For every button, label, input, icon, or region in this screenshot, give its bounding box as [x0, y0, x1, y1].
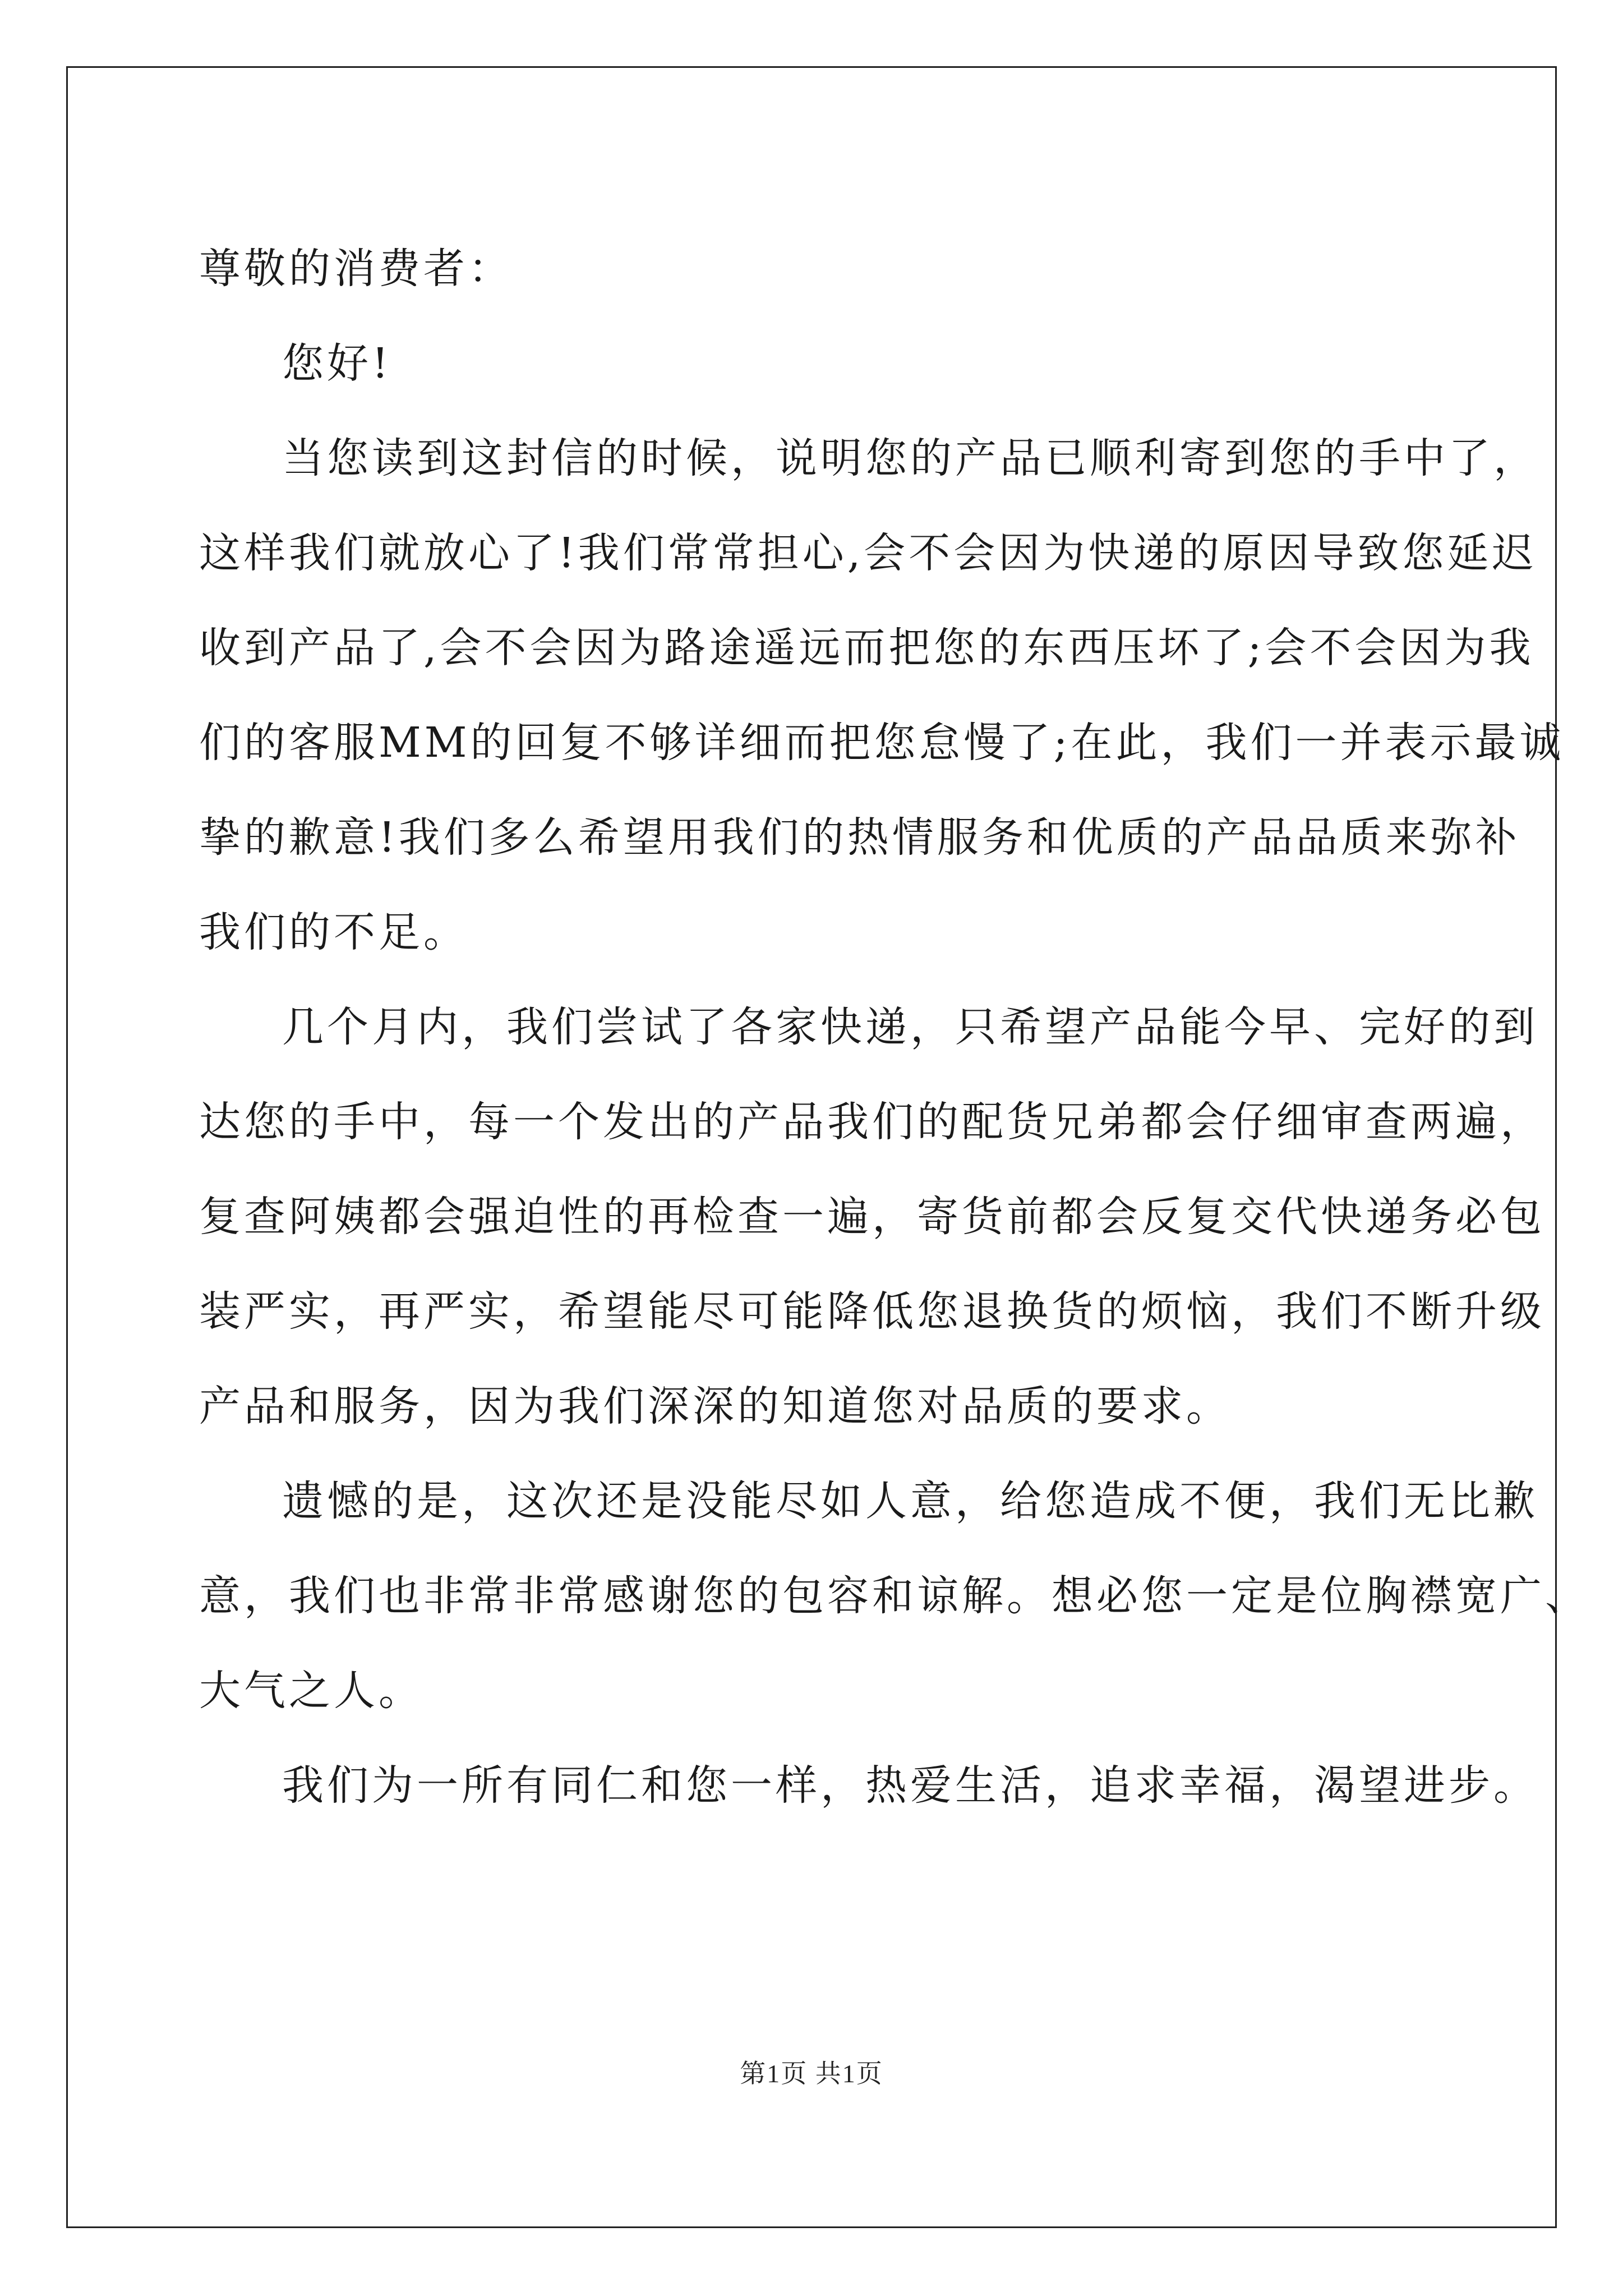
text-line: 我们的不足。 [199, 908, 468, 956]
page-number-footer: 第1页 共1页 [740, 2059, 883, 2088]
text-line: 们的客服MM的回复不够详细而把您怠慢了;在此，我们一并表示最诚 [199, 719, 1565, 767]
text-line: 达您的手中，每一个发出的产品我们的配货兄弟都会仔细审查两遍， [199, 1098, 1545, 1146]
text-line: 我们为一所有同仁和您一样，热爱生活，追求幸福，渴望进步。 [282, 1761, 1538, 1810]
text-line: 意，我们也非常非常感谢您的包容和谅解。想必您一定是位胸襟宽广、 [199, 1572, 1590, 1620]
letter-body [199, 222, 1590, 1833]
text-line: 挚的歉意!我们多么希望用我们的热情服务和优质的产品品质来弥补 [199, 813, 1520, 862]
text-line: 大气之人。 [199, 1667, 423, 1715]
text-line: 遗憾的是，这次还是没能尽如人意，给您造成不便，我们无比歉 [282, 1477, 1538, 1525]
text-line: 复查阿姨都会强迫性的再检查一遍，寄货前都会反复交代快递务必包 [199, 1193, 1545, 1241]
text-line: 这样我们就放心了!我们常常担心,会不会因为快递的原因导致您延迟 [199, 529, 1537, 577]
text-line: 尊敬的消费者： [199, 245, 513, 293]
text-line: 装严实，再严实，希望能尽可能降低您退换货的烦恼，我们不断升级 [199, 1287, 1545, 1336]
text-line: 收到产品了,会不会因为路途遥远而把您的东西压坏了;会不会因为我 [199, 624, 1534, 672]
text-line: 您好! [282, 339, 392, 388]
text-line: 产品和服务，因为我们深深的知道您对品质的要求。 [199, 1382, 1231, 1430]
text-line: 当您读到这封信的时候，说明您的产品已顺利寄到您的手中了， [282, 434, 1538, 482]
text-line: 几个月内，我们尝试了各家快递，只希望产品能今早、完好的到 [282, 1003, 1538, 1051]
